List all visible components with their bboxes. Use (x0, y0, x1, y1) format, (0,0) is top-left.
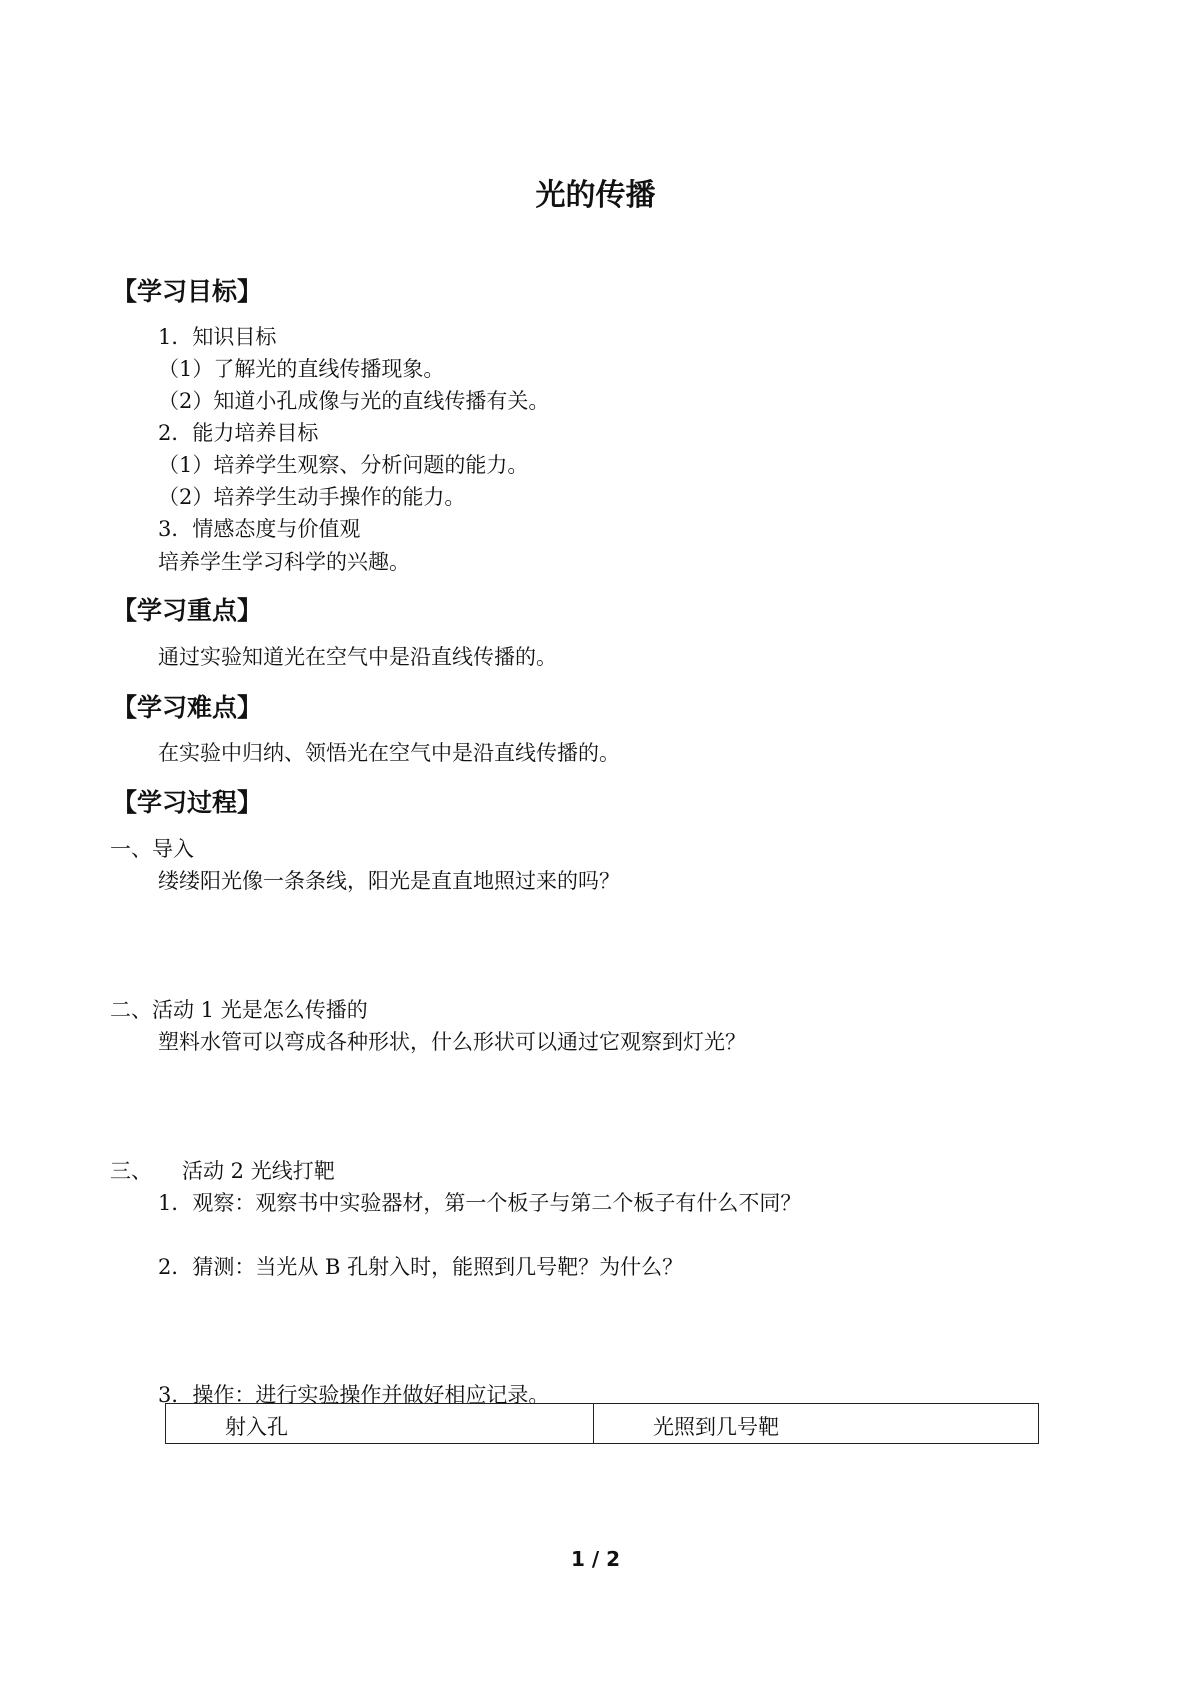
table-header-entry-hole: 射入孔 (225, 1415, 288, 1439)
table-header-target: 光照到几号靶 (653, 1415, 779, 1439)
goal-knowledge: 1．知识目标 (158, 325, 277, 349)
section-2-text: 塑料水管可以弯成各种形状，什么形状可以通过它观察到灯光？ (158, 1030, 746, 1054)
key-points-text: 通过实验知道光在空气中是沿直线传播的。 (158, 645, 557, 669)
goal-ability-2: （2）培养学生动手操作的能力。 (158, 485, 466, 509)
table-divider (593, 1404, 594, 1443)
goal-knowledge-2: （2）知道小孔成像与光的直线传播有关。 (158, 389, 550, 413)
section-1-title: 一、导入 (110, 837, 194, 861)
page-title: 光的传播 (535, 178, 656, 213)
goal-emotion: 3．情感态度与价值观 (158, 517, 361, 541)
goal-ability-1: （1）培养学生观察、分析问题的能力。 (158, 453, 529, 477)
section-3-question-2: 2．猜测：当光从 B 孔射入时，能照到几号靶？为什么？ (158, 1255, 684, 1279)
page-number: 1 / 2 (570, 1547, 621, 1571)
section-2-title: 二、活动 1 光是怎么传播的 (110, 998, 368, 1022)
key-points-heading: 【学习重点】 (112, 596, 263, 625)
goals-heading: 【学习目标】 (112, 277, 263, 306)
section-3-question-1: 1．观察：观察书中实验器材，第一个板子与第二个板子有什么不同？ (158, 1191, 802, 1215)
difficulties-heading: 【学习难点】 (112, 693, 263, 722)
record-table (165, 1403, 1039, 1444)
goal-ability: 2．能力培养目标 (158, 421, 319, 445)
section-3-title: 活动 2 光线打靶 (182, 1159, 335, 1183)
process-heading: 【学习过程】 (112, 788, 263, 817)
section-1-text: 缕缕阳光像一条条线，阳光是直直地照过来的吗？ (158, 869, 620, 893)
goal-emotion-1: 培养学生学习科学的兴趣。 (158, 550, 410, 574)
section-3-number: 三、 (110, 1159, 152, 1183)
section-3-question-3: 3．操作：进行实验操作并做好相应记录。 (158, 1383, 550, 1407)
difficulties-text: 在实验中归纳、领悟光在空气中是沿直线传播的。 (158, 741, 620, 765)
goal-knowledge-1: （1）了解光的直线传播现象。 (158, 357, 445, 381)
